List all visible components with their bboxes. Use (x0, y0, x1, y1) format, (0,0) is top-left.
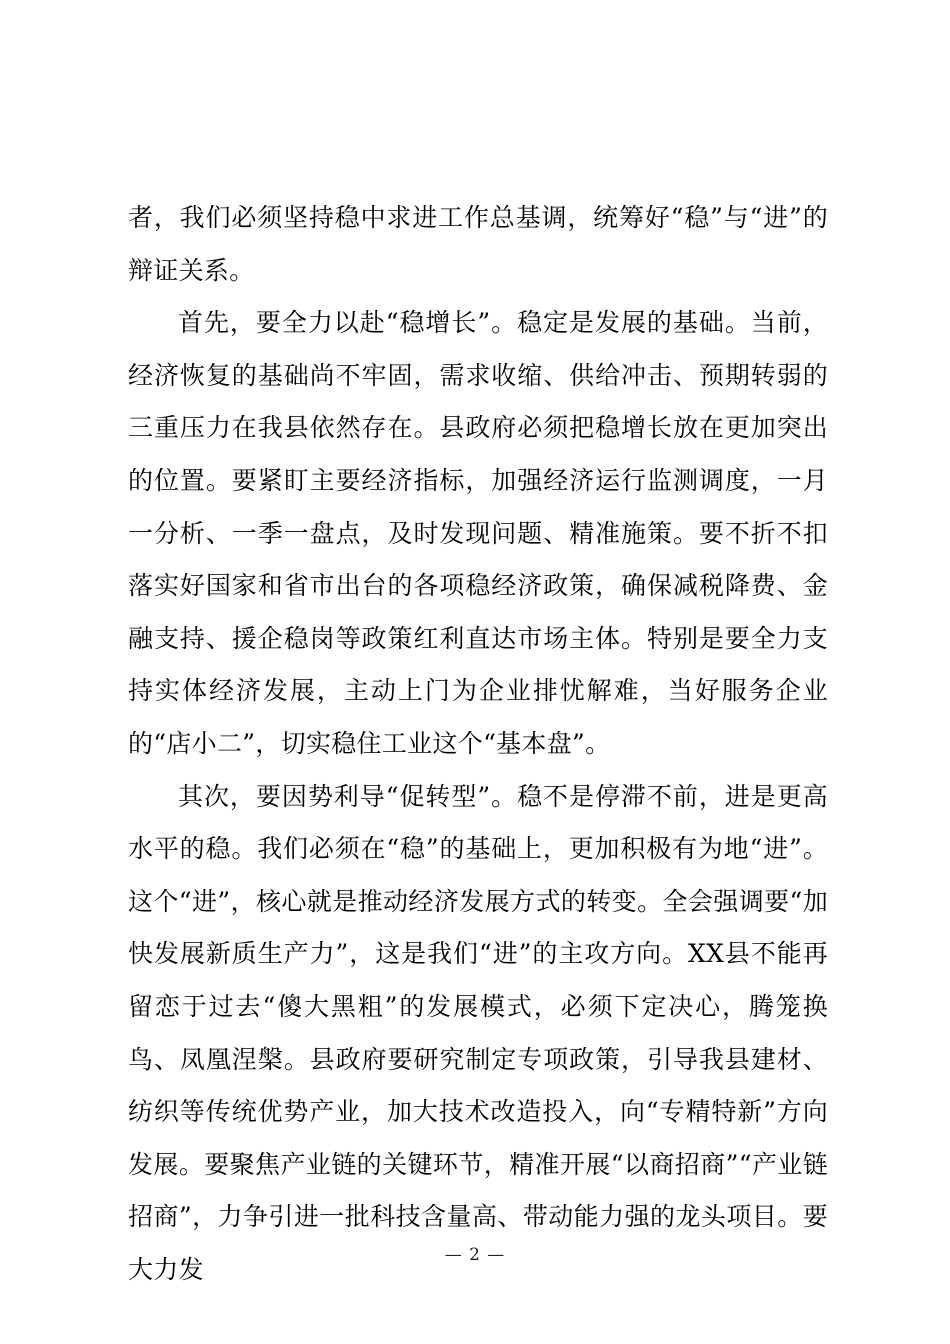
paragraph-stabilize-growth: 首先，要全力以赴“稳增长”。稳定是发展的基础。当前，经济恢复的基础尚不牢固，需求收缩、供给冲击、预期转弱的三重压力在我县依然存在。县政府必须把稳增长放在更加突出的位置。要紧盯主要经济指标，加强经济运行监测调度，一月一分析、一季一盘点，及时发现问题、精准施策。要不折不扣落实好国家和省市出台的各项稳经济政策，确保减税降费、金融支持、援企稳岗等政策红利直达市场主体。特别是要全力支持实体经济发展，主动上门为企业排忧解难，当好服务企业的“店小二”，切实稳住工业这个“基本盘”。 (128, 308, 828, 758)
page-number: — 2 — (444, 1245, 506, 1265)
paragraph-continuation: 者，我们必须坚持稳中求进工作总基调，统筹好“稳”与“进”的辩证关系。 (128, 203, 828, 285)
document-body (128, 192, 828, 1296)
paragraph-promote-transformation: 其次，要因势利导“促转型”。稳不是停滞不前，进是更高水平的稳。我们必须在“稳”的基础上，更加积极有为地“进”。这个“进”，核心就是推动经济发展方式的转变。全会强调要“加快发展新质生产力”，这是我们“进”的主攻方向。XX县不能再留恋于过去“傻大黑粗”的发展模式，必须下定决心，腾笼换鸟、凤凰涅槃。县政府要研究制定专项政策，引导我县建材、纺织等传统优势产业，加大技术改造投入，向“专精特新”方向发展。要聚焦产业链的关键环节，精准开展“以商招商”“产业链招商”，力争引进一批科技含量高、带动能力强的龙头项目。要大力发 (128, 781, 828, 1284)
